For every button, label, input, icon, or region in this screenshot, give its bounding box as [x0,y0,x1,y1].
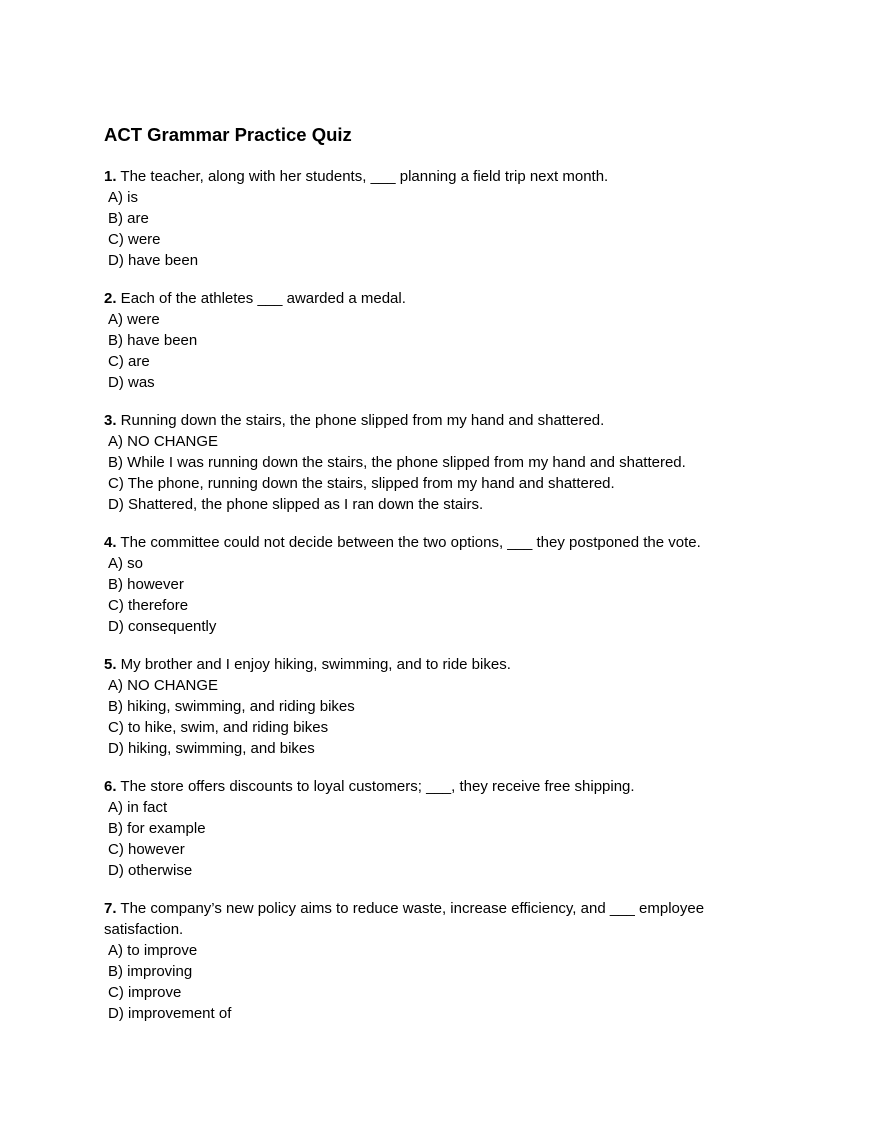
question-number: 4. [104,534,117,551]
answer-option: A) in fact [108,799,168,816]
question-number: 2. [104,290,117,307]
question-text: The company’s new policy aims to reduce waste, increase efficiency, and ___ employee satisfaction. [104,900,709,938]
answer-option: C) improve [108,984,182,1001]
answer-option: D) have been [108,252,199,269]
question-2 [104,288,744,393]
question-6 [104,776,744,881]
question-stem [104,410,744,431]
answer-option: A) is [108,189,138,206]
answer-option: D) Shattered, the phone slipped as I ran down the stairs. [108,496,484,513]
question-4 [104,532,744,637]
question-stem [104,898,744,940]
answer-option: A) to improve [108,942,198,959]
question-number: 3. [104,412,117,429]
question-stem [104,166,744,187]
answer-option: C) The phone, running down the stairs, slipped from my hand and shattered. [108,475,615,492]
answer-option: B) hiking, swimming, and riding bikes [108,698,355,715]
answer-option: B) have been [108,332,198,349]
question-number: 5. [104,656,117,673]
question-3 [104,410,744,515]
answer-option: C) were [108,231,161,248]
question-stem [104,532,744,553]
question-text: Running down the stairs, the phone slipped from my hand and shattered. [116,412,605,429]
question-text: The store offers discounts to loyal customers; ___, they receive free shipping. [116,778,635,795]
question-7 [104,898,744,1024]
answer-option: A) were [108,311,160,328]
question-stem [104,654,744,675]
question-number: 6. [104,778,117,795]
answer-option: C) to hike, swim, and riding bikes [108,719,329,736]
answer-option: C) are [108,353,150,370]
answer-option: C) however [108,841,185,858]
question-text: The committee could not decide between the two options, ___ they postponed the vote. [116,534,701,551]
answer-option: B) for example [108,820,206,837]
document-page [104,123,744,1041]
question-text: The teacher, along with her students, ___ planning a field trip next month. [116,168,609,185]
answer-option: D) otherwise [108,862,193,879]
answer-option: A) NO CHANGE [108,433,219,450]
page-title: ACT Grammar Practice Quiz [104,124,352,145]
question-stem [104,288,744,309]
answer-option: C) therefore [108,597,189,614]
question-list [104,166,744,1024]
answer-option: A) so [108,555,144,572]
question-number: 7. [104,900,117,917]
answer-option: B) improving [108,963,193,980]
question-number: 1. [104,168,117,185]
question-text: My brother and I enjoy hiking, swimming, and to ride bikes. [116,656,511,673]
answer-option: D) consequently [108,618,217,635]
question-1 [104,166,744,271]
answer-option: D) improvement of [108,1005,232,1022]
answer-option: B) are [108,210,149,227]
answer-option: B) While I was running down the stairs, the phone slipped from my hand and shattered. [108,454,686,471]
question-5 [104,654,744,759]
answer-option: D) hiking, swimming, and bikes [108,740,315,757]
question-stem [104,776,744,797]
question-text: Each of the athletes ___ awarded a medal. [116,290,406,307]
answer-option: D) was [108,374,155,391]
answer-option: A) NO CHANGE [108,677,219,694]
answer-option: B) however [108,576,184,593]
